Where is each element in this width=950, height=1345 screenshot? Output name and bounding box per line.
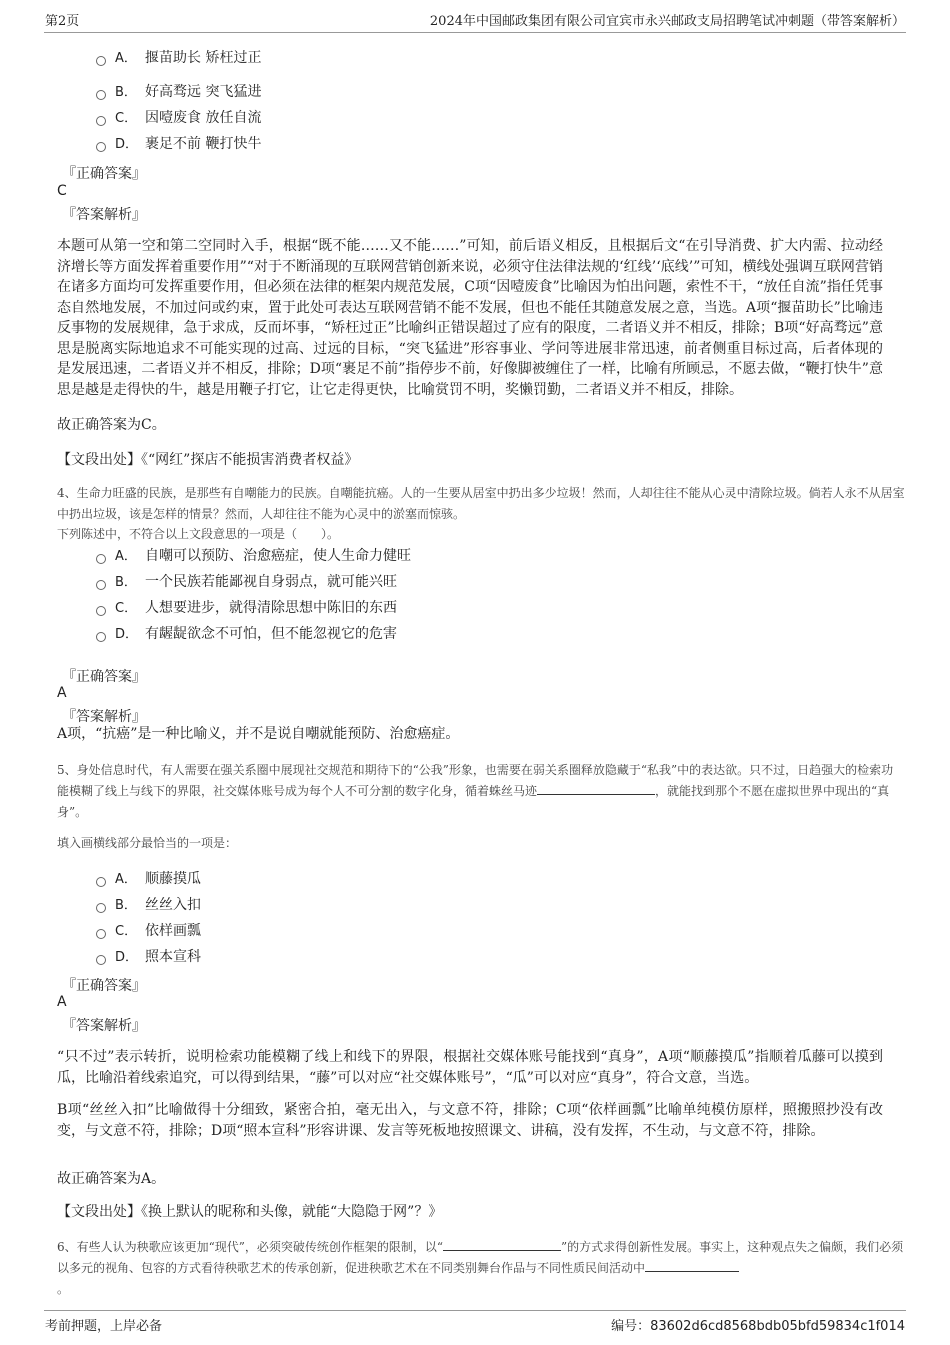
analysis-label: 『答案解析』	[62, 709, 146, 725]
answer-value: A	[57, 685, 67, 701]
radio-icon[interactable]	[96, 90, 106, 100]
option-c[interactable]: C． 人想要进步，就得清除思想中陈旧的东西	[96, 598, 397, 618]
fill-blank[interactable]	[645, 1259, 739, 1272]
conclusion-text: 故正确答案为C。	[57, 417, 166, 433]
radio-icon[interactable]	[96, 903, 106, 913]
footer-slogan: 考前押题，上岸必备	[45, 1319, 163, 1334]
question-stem: 4、生命力旺盛的民族，是那些有自嘲能力的民族。自嘲能抗癌。人的一生要从居室中扔出多少垃圾！然而，人却往往不能从心灵中清除垃圾。倘若人永不从居室中扔出垃圾，该是怎样的情景？然而，人却往往不能为心灵中的淤塞而惊骇。	[57, 486, 905, 521]
analysis-text: B项“丝丝入扣”比喻做得十分细致，紧密合拍，毫无出入，与文意不符，排除；C项“依样画瓢”比喻单纯模仿原样，照搬照抄没有改变，与文意不符，排除；D项“照本宣科”形容讲课、发言等死板地按照课文、讲稿，没有发挥，不生动，与文意不符，排除。	[57, 1102, 883, 1139]
radio-icon[interactable]	[96, 142, 106, 152]
question-stem: 5、身处信息时代，有人需要在强关系圈中展现社交规范和期待下的“公我”形象，也需要在弱关系圈释放隐藏于“私我”中的表达欲。只不过，日趋强大的检索功能模糊了线上与线下的界限，社交媒体账号成为每个人不可分割的数字化身，循着蛛丝马迹 ，就能找到那个不愿在虚拟世界中现出的“真身”。	[57, 763, 894, 819]
question-prompt: 下列陈述中，不符合以上文段意思的一项是（ ）。	[57, 527, 340, 541]
header-divider	[44, 32, 906, 33]
radio-icon[interactable]	[96, 580, 106, 590]
radio-icon[interactable]	[96, 116, 106, 126]
radio-icon[interactable]	[96, 606, 106, 616]
radio-icon[interactable]	[96, 56, 106, 66]
footer-divider	[44, 1310, 906, 1311]
answer-label: 『正确答案』	[62, 669, 146, 685]
option-c[interactable]: C． 因噎废食 放任自流	[96, 108, 261, 128]
answer-label: 『正确答案』	[62, 166, 146, 182]
question-stem: 6、有些人认为秧歌应该更加“现代”，必须突破传统创作框架的限制，以“ ”的方式求得创新性发展。事实上，这种观点失之偏颇，我们必须以多元的视角、包容的方式看待秧歌艺术的传承创新，促进秧歌艺术在不同类别舞台作品与不同性质民间活动中 。	[57, 1240, 904, 1296]
answer-value: A	[57, 994, 67, 1010]
option-c[interactable]: C． 依样画瓢	[96, 921, 201, 941]
page-number: 第2页	[45, 14, 80, 29]
answer-value: C	[57, 183, 67, 199]
analysis-label: 『答案解析』	[62, 207, 146, 223]
document-title: 2024年中国邮政集团有限公司宜宾市永兴邮政支局招聘笔试冲刺题（带答案解析）	[429, 14, 905, 29]
radio-icon[interactable]	[96, 929, 106, 939]
source-text: 【文段出处】《“网红”探店不能损害消费者权益》	[57, 452, 359, 468]
option-b[interactable]: B． 一个民族若能鄙视自身弱点，就可能兴旺	[96, 572, 397, 592]
option-d[interactable]: D． 有龌龊欲念不可怕，但不能忽视它的危害	[96, 624, 397, 644]
option-a[interactable]: A． 自嘲可以预防、治愈癌症，使人生命力健旺	[96, 546, 411, 566]
radio-icon[interactable]	[96, 877, 106, 887]
question-prompt: 填入画横线部分最恰当的一项是：	[57, 836, 238, 850]
conclusion-text: 故正确答案为A。	[57, 1171, 166, 1187]
option-b[interactable]: B． 好高骛远 突飞猛进	[96, 82, 261, 102]
analysis-text: 本题可从第一空和第二空同时入手，根据“既不能……又不能……”可知，前后语义相反，且根据后文“在引导消费、扩大内需、拉动经济增长等方面发挥着重要作用”“对于不断涌现的互联网营销创新来说，必须守住法律法规的‘红线’‘底线’”可知，横线处强调互联网营销在诸多方面均可发挥重要作用，但必须在法律的框架内规范发展，C项“因噎废食”比喻因为怕出问题，索性不干，“放任自流”指任凭事态自然地发展，不加过问或约束，置于此处可表达互联网营销不能不发展，但也不能任其随意发展之意，当选。A项“揠苗助长”比喻违反事物的发展规律，急于求成，反而坏事，“矫枉过正”比喻纠正错误超过了应有的限度，二者语义并不相反，排除；B项“好高骛远”意思是脱离实际地追求不可能实现的过高、过远的目标，“突飞猛进”形容事业、学问等进展非常迅速，前者侧重目标过高，后者体现的是发展迅速，二者语义并不相反，排除；D项“裹足不前”指停步不前，好像脚被缠住了一样，比喻有所顾忌，不愿去做，“鞭打快牛”意思是越是走得快的牛，越是用鞭子打它，让它走得更快，比喻赏罚不明，奖懒罚勤，二者语义并不相反，排除。	[57, 238, 883, 398]
option-a[interactable]: A． 揠苗助长 矫枉过正	[96, 48, 261, 68]
fill-blank[interactable]	[537, 782, 655, 795]
document-code: 编号：83602d6cd8568bdb05bfd59834c1f014	[611, 1319, 905, 1334]
option-b[interactable]: B． 丝丝入扣	[96, 895, 201, 915]
analysis-text: A项，“抗癌”是一种比喻义，并不是说自嘲就能预防、治愈癌症。	[57, 726, 460, 742]
option-a[interactable]: A． 顺藤摸瓜	[96, 869, 201, 889]
fill-blank[interactable]	[443, 1238, 561, 1251]
source-text: 【文段出处】《换上默认的昵称和头像，就能“大隐隐于网”？》	[57, 1204, 443, 1220]
radio-icon[interactable]	[96, 554, 106, 564]
option-d[interactable]: D． 裹足不前 鞭打快牛	[96, 134, 261, 154]
radio-icon[interactable]	[96, 955, 106, 965]
answer-label: 『正确答案』	[62, 978, 146, 994]
analysis-text: “只不过”表示转折，说明检索功能模糊了线上和线下的界限，根据社交媒体账号能找到“真身”，A项“顺藤摸瓜”指顺着瓜藤可以摸到瓜，比喻沿着线索追究，可以得到结果，“藤”可以对应“社交媒体账号”，“瓜”可以对应“真身”，符合文意，当选。	[57, 1049, 883, 1086]
radio-icon[interactable]	[96, 632, 106, 642]
analysis-label: 『答案解析』	[62, 1018, 146, 1034]
option-d[interactable]: D． 照本宣科	[96, 947, 201, 967]
